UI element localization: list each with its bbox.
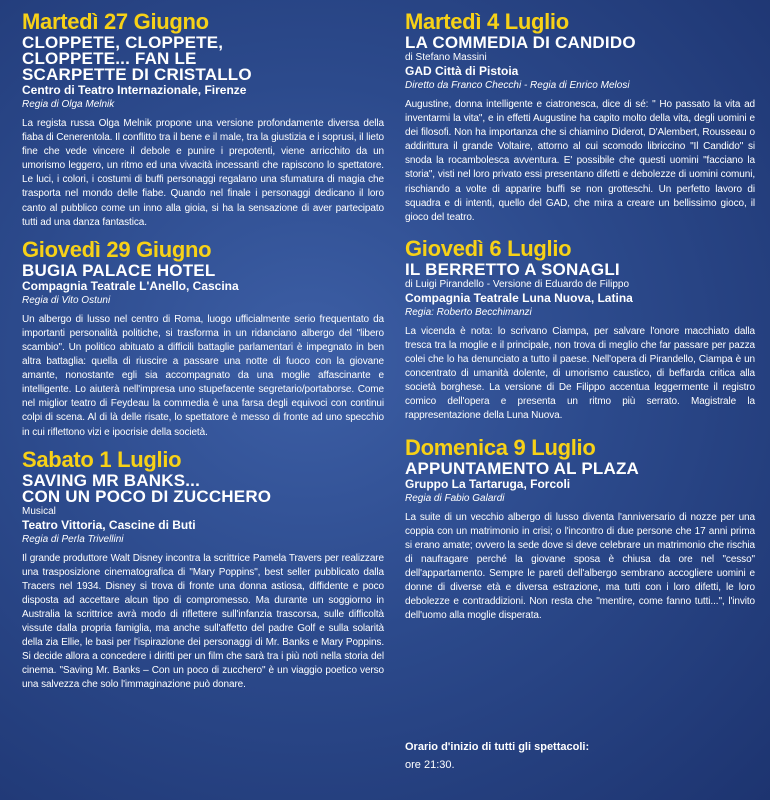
event-title [22,35,384,83]
event-title-line: CON UN POCO DI ZUCCHERO [22,486,272,506]
event-company: Centro di Teatro Internazionale, Firenze [22,83,247,97]
schedule-info [405,740,755,772]
event-title-line: IL BERRETTO A SONAGLI [405,259,620,279]
left-column [22,10,384,701]
event-company: Teatro Vittoria, Cascine di Buti [22,517,196,532]
event-direction: Regia di Olga Melnik [22,99,115,110]
event-direction: Regia: Roberto Becchimanzi [405,306,532,318]
event-title-line: CLOPPETE, CLOPPETE, [22,33,224,52]
event-author: di Stefano Massini [405,52,487,63]
event-card [22,448,384,693]
event-card [22,10,384,230]
event-card [405,237,755,424]
event-date: Domenica 9 Luglio [405,434,596,460]
event-title-line: BUGIA PALACE HOTEL [22,260,216,280]
event-card [22,238,384,440]
event-author: di Luigi Pirandello - Versione di Eduardo de Filippo [405,278,630,290]
event-company: Compagnia Teatrale Luna Nuova, Latina [405,290,633,305]
event-card [405,436,755,624]
event-direction: Diretto da Franco Checchi - Regia di Enrico Melosi [405,80,630,91]
event-card [405,10,755,225]
event-company: Compagnia Teatrale L'Anello, Cascina [22,278,239,293]
event-date: Giovedì 6 Luglio [405,235,572,261]
event-description: La suite di un vecchio albergo di lusso diventa l'anniversario di nozze per una coppia con un matrimonio in crisi; o l'incontro di due persone che 17 anni prima si erano amate; ovvero la sede dove si deve celebrare un matrimonio che rischia di naufragare perché la giovane sposa è chiusa da ore nel "cesso" dell'appartamento. Sempre le pareti dell'albergo sembrano accogliere uomini e donne di diverse età e diversa estrazione, ma tutti con i loro difetti, le loro debolezze e contraddizioni. Non resta che "mentire, come fanno tutti...", l'invito dell'uomo alla moglie disperata. [405,511,755,622]
event-description: Augustine, donna intelligente e ciatronesca, dice di sé: " Ho passato la vita ad inventarmi la vita", e in effetti Augustine ha capito molto della vita, degli uomini e dei filosofi. Non ha importanza che si chiamino Diderot, D'Alembert, Rousseau o addirittura il grande Voltaire, attorno al cui scomodo libriccino "Il Candido" si snoda la rocambolesca avventura. E' possibile che questi uomini "facciano la storia", visti nel loro privato essi presentano difetti e debolezze di uomini comuni, rischiando a volte di apparire buffi se non grotteschi. Un perfetto lavoro di squadra e di intenti, quello del GAD, che mira a creare un bellissimo gioco, il gioco del teatro. [405,99,755,223]
event-title [22,470,384,506]
event-description: Il grande produttore Walt Disney incontra la scrittrice Pamela Travers per realizzare una trasposizione cinematografica di "Mary Poppins", best seller pubblicato dalla Tracers nel 1934. Disney si trova di fronte una donna astiosa, diffidente e poco disposta ad accettare alcun tipo di compromesso. Ma durante un soggiorno in Australia la scrittrice avrà modo di riflettere sull'infanzia trascorsa, sulle difficoltà vissute dalla propria famiglia, ma anche sull'affetto del padre Golf e sulla solarità della zia Ellie, le basi per l'ispirazione dei personaggi di Mr. Banks e Mary Poppins. Si decide allora a concedere i diritti per un film che sarà tra i più noti nella storia del cinema. "Saving Mr. Banks – Con un poco di zucchero" è un viaggio poetico verso una salvezza che solo l'immaginazione può donare. [22,552,384,691]
event-title-line: SAVING MR BANKS... [22,470,201,490]
event-genre: Musical [22,505,56,517]
event-company: GAD Città di Pistoia [405,64,519,78]
event-direction: Regia di Vito Ostuni [22,294,111,306]
schedule-label: Orario d'inizio di tutti gli spettacoli: [405,741,590,753]
event-description: La vicenda è nota: lo scrivano Ciampa, per salvare l'onore macchiato dalla tresca tra la moglie e il principale, non trova di meglio che far passare per pazza colei che lo ha denunciato a tutto il paese. Nell'opera di Pirandello, Ciampa è un concentrato di umanità dolente, di umorismo caustico, di beffarda critica alla società borghese. La versione di De Filippo accentua leggermente il registro comico dell'opera e presenta un ritmo più serrato. Magistrale la rappresentazione della Luna Nuova. [405,325,755,422]
event-title [405,458,755,478]
event-company: Gruppo La Tartaruga, Forcoli [405,476,571,491]
event-title-line: CLOPPETE... FAN LE [22,49,197,68]
event-date: Sabato 1 Luglio [22,446,182,472]
event-description: La regista russa Olga Melnik propone una versione profondamente diversa della fiaba di Cenerentola. Il conflitto tra il bene e il male, tra la giustizia e i soprusi, il lieto fine che vede vincere il debole e punire i prepotenti, viene arricchito da un umorismo leggero, un ritmo ed una vivacità incessanti che rapiscono lo spettatore. Le luci, i colori, i costumi di buffi personaggi regalano una sfumatura di magia che trasporta nel mondo delle fiabe. Quando nel finale i personaggi dedicano il loro canto al pubblico come un inno alla gioia, si ha la sensazione di aver partecipato tutti ad una danza fantastica. [22,118,384,228]
event-date: Martedì 27 Giugno [22,9,209,34]
schedule-time: ore 21:30. [405,759,455,771]
right-column [405,10,755,631]
event-description: Un albergo di lusso nel centro di Roma, luogo ufficialmente serio frequentato da importanti personalità politiche, si trasforma in un ridanciano albergo del "libero scambio". Un politico abituato a difficili battaglie parlamentari è impegnato in ben altra battaglia: quella di riuscire a passare una notte di fuoco con la giovane amante, nonostante egli sia accompagnato da una moglie affascinante e intelligente. Lo aiuterà nell'impresa uno stupefacente segretario/portaborse. Come nel miglior teatro di Feydeau la commedia è una farsa degli equivoci con continui colpi di scena. Al di là delle risate, lo spettatore è messo di fronte ad uno specchio in cui riflettono vizi e ipocrisie della società. [22,313,384,438]
event-direction: Regia di Perla Trivellini [22,533,124,545]
event-title-line: LA COMMEDIA DI CANDIDO [405,33,636,52]
event-date: Martedì 4 Luglio [405,9,569,34]
event-direction: Regia di Fabio Galardi [405,492,505,504]
event-title [405,35,755,51]
event-title [22,260,384,280]
event-date: Giovedì 29 Giugno [22,236,212,262]
event-title-line: APPUNTAMENTO AL PLAZA [405,458,640,478]
event-title [405,259,755,279]
event-title-line: SCARPETTE DI CRISTALLO [22,65,252,84]
